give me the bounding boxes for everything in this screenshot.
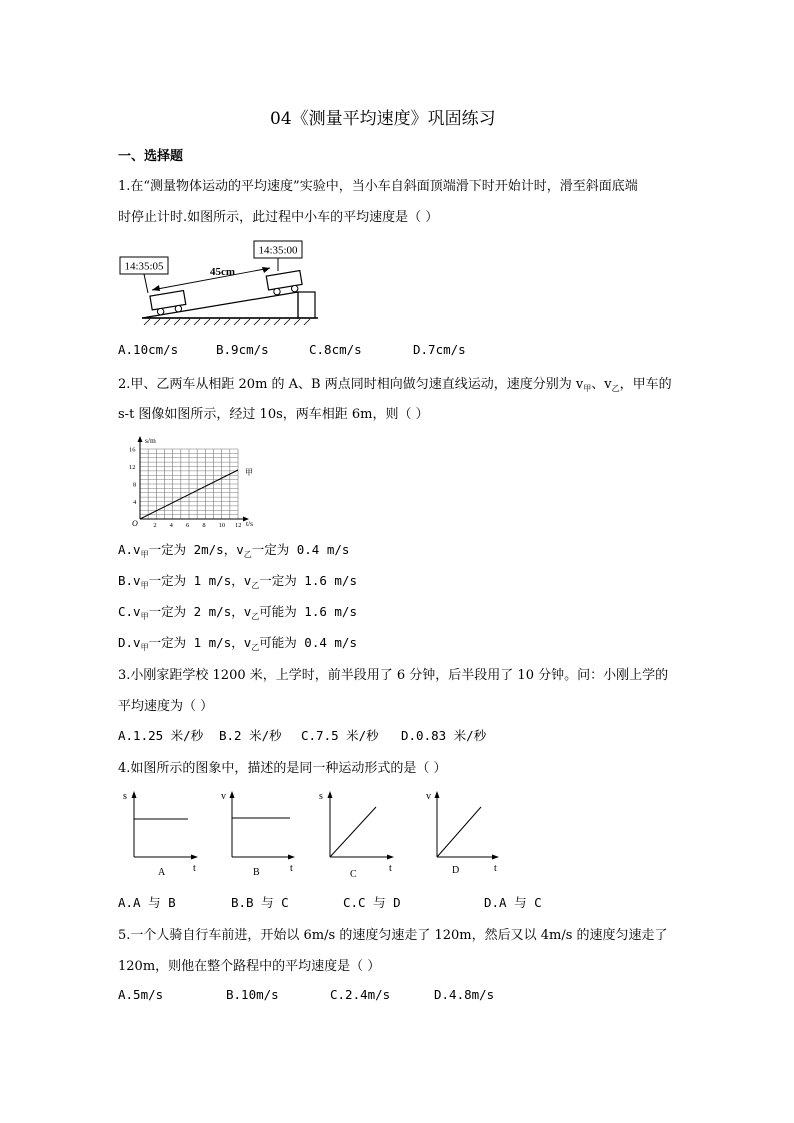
q5-option-d[interactable]: D.4.8m/s (434, 987, 495, 1002)
q2-option-a[interactable]: $A.v_甲$一定为 2m/s，$v_乙$一定为 0.4 m/s (118, 542, 350, 559)
q4-graph-d (426, 791, 499, 876)
q3-line2: 平均速度为（ ） (118, 699, 214, 714)
q4-option-d[interactable]: D.A 与 C (484, 895, 542, 910)
q3-option-d[interactable]: D.0.83 米/秒 (401, 728, 487, 743)
svg-text:D: D (452, 865, 460, 876)
page-title: 04《测量平均速度》巩固练习 (270, 109, 496, 129)
q4-option-c[interactable]: C.C 与 D (343, 895, 401, 910)
q4-line1: 4.如图所示的图象中，描述的是同一种运动形式的是（ ） (118, 761, 447, 776)
q2-series-label: 甲 (245, 468, 253, 477)
q5-option-c[interactable]: C.2.4m/s (330, 987, 391, 1002)
y-tick-label: 16 (129, 446, 136, 454)
q5-line2: 120m，则他在整个路程中的平均速度是（ ） (118, 959, 381, 974)
q2-line1: 2.甲、乙两车从相距 20m 的 A、B 两点同时相向做匀速直线运动，速度分别为 $v_甲$、$v_乙$，甲车的 (118, 377, 672, 393)
q1-line1: 1.在“测量物体运动的平均速度”实验中，当小车自斜面顶端滑下时开始计时，滑至斜面底端 (118, 179, 638, 194)
q4-option-b[interactable]: B.B 与 C (231, 895, 289, 910)
x-tick-label: 10 (218, 522, 226, 528)
q3-option-a[interactable]: A.1.25 米/秒 (118, 728, 204, 743)
q2-option-b[interactable]: $B.v_甲$一定为 1 m/s，$v_乙$一定为 1.6 m/s (118, 573, 357, 590)
q4-graph-a (123, 791, 198, 878)
svg-text:s: s (319, 791, 323, 802)
svg-text:t: t (290, 863, 293, 874)
q1-option-d[interactable]: D.7cm/s (413, 342, 466, 357)
svg-text:t: t (193, 863, 196, 874)
x-tick-label: 2 (153, 522, 157, 528)
svg-text:v: v (221, 791, 226, 802)
svg-text:A: A (158, 867, 166, 878)
q5-line1: 5.一个人骑自行车前进，开始以 6m/s 的速度匀速走了 120m，然后又以 4m/s 的速度匀速走了 (118, 928, 668, 943)
svg-text:C: C (350, 869, 357, 880)
x-tick-label: 4 (169, 522, 173, 528)
q1-line2: 时停止计时.如图所示，此过程中小车的平均速度是（ ） (118, 210, 439, 225)
y-tick-label: 4 (133, 499, 137, 506)
svg-text:B: B (253, 867, 260, 878)
x-tick-label: 8 (202, 522, 206, 528)
svg-text:t: t (389, 863, 392, 874)
section-heading: 一、选择题 (118, 149, 184, 164)
q4-graph-c (319, 791, 394, 880)
q2-option-d[interactable]: $D.v_甲$一定为 1 m/s，$v_乙$可能为 0.4 m/s (118, 635, 357, 652)
svg-text:s: s (123, 791, 127, 802)
q4-graphs (118, 785, 518, 880)
q2-origin-label: O (132, 519, 138, 528)
y-tick-label: 8 (133, 481, 137, 489)
q5-option-a[interactable]: A.5m/s (118, 987, 164, 1002)
svg-text:v: v (426, 791, 431, 802)
q4-graph-b (221, 791, 295, 878)
q2-y-axis-label: s/m (145, 436, 156, 445)
q4-option-a[interactable]: A.A 与 B (118, 895, 176, 910)
q3-option-c[interactable]: C.7.5 米/秒 (301, 728, 379, 743)
x-tick-label: 12 (235, 522, 242, 528)
q5-option-b[interactable]: B.10m/s (226, 987, 279, 1002)
q2-st-graph (120, 433, 260, 528)
q1-option-b[interactable]: B.9cm/s (216, 342, 269, 357)
q2-option-c[interactable]: $C.v_甲$一定为 2 m/s，$v_乙$可能为 1.6 m/s (118, 604, 357, 621)
q1-option-a[interactable]: A.10cm/s (118, 342, 179, 357)
q1-incline-figure (118, 237, 323, 327)
svg-text:t: t (494, 863, 497, 874)
y-tick-label: 12 (129, 464, 136, 471)
q1-time-end: 14:35:05 (124, 260, 164, 273)
q2-line2: s-t 图像如图所示，经过 10s，两车相距 6m，则（ ） (118, 407, 429, 422)
q1-option-c[interactable]: C.8cm/s (309, 342, 362, 357)
q3-option-b[interactable]: B.2 米/秒 (219, 728, 282, 743)
x-tick-label: 6 (186, 522, 190, 528)
q1-distance-label: 45cm (210, 266, 236, 278)
q2-x-axis-label: t/s (246, 519, 254, 528)
q3-line1: 3.小刚家距学校 1200 米，上学时，前半段用了 6 分钟，后半段用了 10 分钟。问：小刚上学的 (118, 668, 669, 683)
q1-time-start: 14:35:00 (258, 244, 298, 257)
